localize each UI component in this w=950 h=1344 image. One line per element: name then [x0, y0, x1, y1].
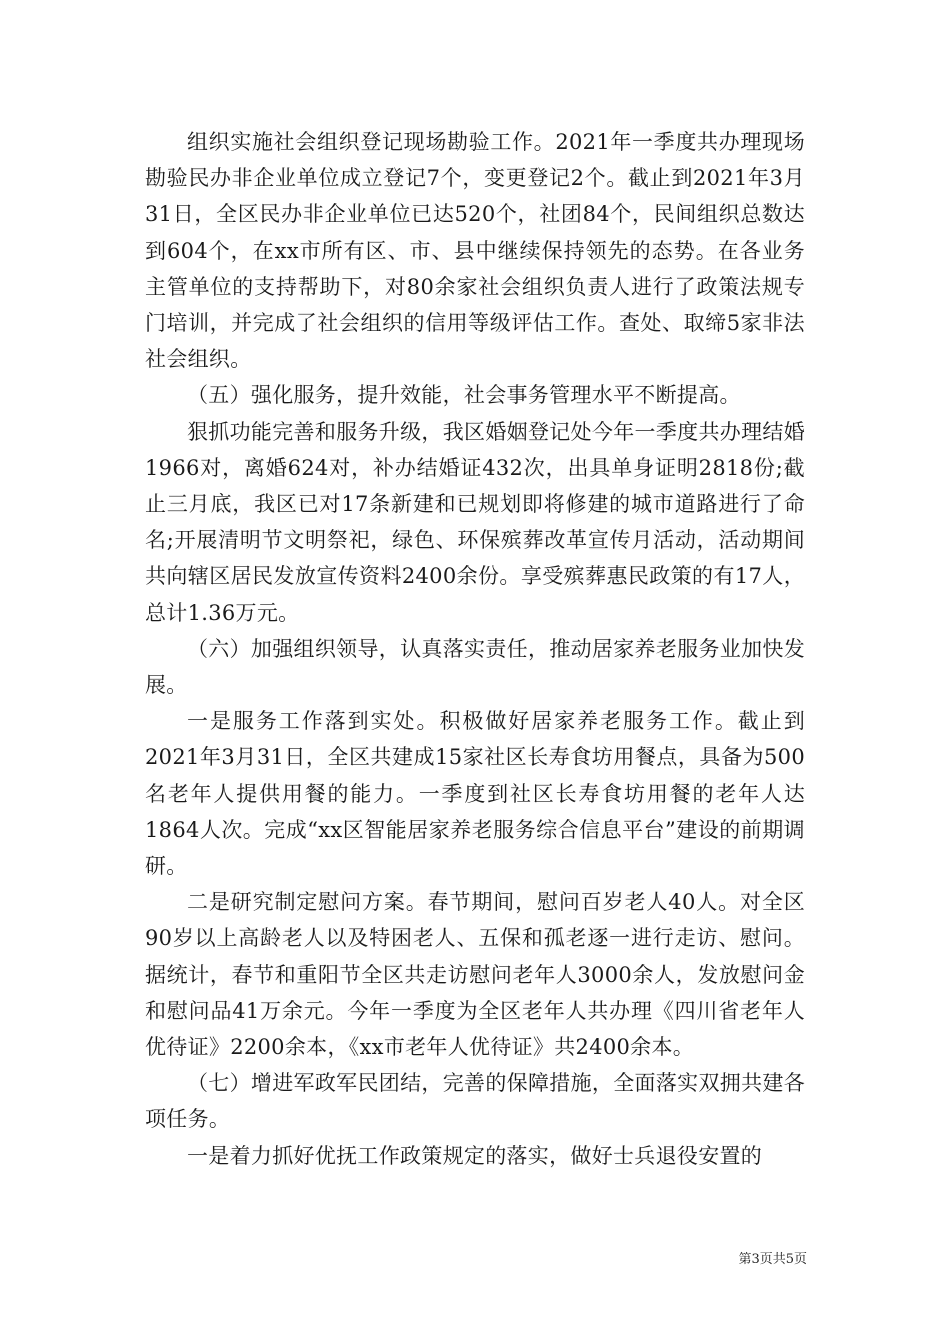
paragraph-condolence-plan: 二是研究制定慰问方案。春节期间，慰问百岁老人40人。对全区90岁以上高龄老人以及特困老人、五保和孤老逐一进行走访、慰问。据统计，春节和重阳节全区共走访慰问老年人3000余人，发放慰问金和慰问品41万余元。今年一季度为全区老年人共办理《四川省老年人优待证》2200余本，《xx市老年人优待证》共2400余本。	[145, 890, 805, 1060]
page-number: 第3页共5页	[738, 1252, 807, 1267]
paragraph-veteran-policy: 一是着力抓好优抚工作政策规定的落实，做好士兵退役安置的	[187, 1143, 763, 1168]
paragraph-marriage-registration: 狠抓功能完善和服务升级，我区婚姻登记处今年一季度共办理结婚1966对，离婚624对，补办结婚证432次，出具单身证明2818份;截止三月底，我区已对17条新建和已规划即将修建的城市道路进行了命名;开展清明节文明祭祀，绿色、环保殡葬改革宣传月活动，活动期间共向辖区居民发放宣传资料2400余份。享受殡葬惠民政策的有17人，总计1.36万元。	[145, 419, 805, 625]
paragraph-social-org-registration: 组织实施社会组织登记现场勘验工作。2021年一季度共办理现场勘验民办非企业单位成立登记7个，变更登记2个。截止到2021年3月31日，全区民办非企业单位已达520个，社团84个，民间组织总数达到604个，在xx市所有区、市、县中继续保持领先的态势。在各业务主管单位的支持帮助下，对80余家社会组织负责人进行了政策法规专门培训，并完成了社会组织的信用等级评估工作。查处、取缔5家非法社会组织。	[145, 130, 805, 372]
section-heading-5: （五）强化服务，提升效能，社会事务管理水平不断提高。	[187, 383, 741, 408]
document-body	[145, 124, 805, 1174]
section-heading-7: （七）增进军政军民团结，完善的保障措施，全面落实双拥共建各项任务。	[145, 1071, 805, 1132]
paragraph-elderly-service: 一是服务工作落到实处。积极做好居家养老服务工作。截止到2021年3月31日，全区共建成15家社区长寿食坊用餐点，具备为500名老年人提供用餐的能力。一季度到社区长寿食坊用餐的老年人达1864人次。完成“xx区智能居家养老服务综合信息平台”建设的前期调研。	[145, 709, 805, 879]
section-heading-6: （六）加强组织领导，认真落实责任，推动居家养老服务业加快发展。	[145, 636, 805, 698]
